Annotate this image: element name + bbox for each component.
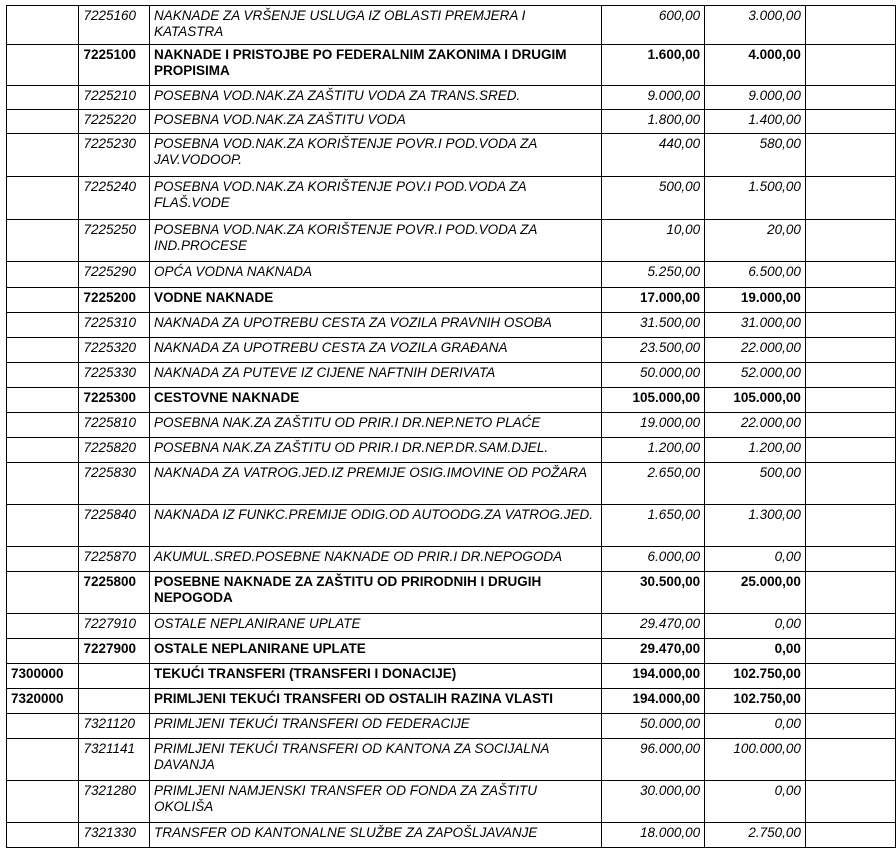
account-code-cell: 7225320 <box>79 338 150 363</box>
amount-1-cell: 23.500,00 <box>602 338 705 363</box>
account-code-cell <box>79 664 150 689</box>
empty-cell <box>805 6 895 45</box>
table-row-total <box>7 689 896 714</box>
account-class-cell <box>7 363 79 388</box>
amount-1-cell: 1.600,00 <box>602 45 705 86</box>
budget-table <box>6 5 896 848</box>
account-code-cell: 7225330 <box>79 363 150 388</box>
table-row <box>7 220 896 262</box>
empty-cell <box>805 572 895 614</box>
amount-2-cell: 1.300,00 <box>705 505 806 547</box>
table-row <box>7 714 896 739</box>
description-cell: OSTALE NEPLANIRANE UPLATE <box>150 639 602 664</box>
description-cell: POSEBNA VOD.NAK.ZA ZAŠTITU VODA ZA TRANS.SRED. <box>150 86 602 110</box>
account-code-cell: 7227900 <box>79 639 150 664</box>
description-cell: POSEBNA NAK.ZA ZAŠTITU OD PRIR.I DR.NEP.NETO PLAĆE <box>150 413 602 438</box>
table-row <box>7 177 896 220</box>
description-cell: PRIMLJENI TEKUĆI TRANSFERI OD KANTONA ZA SOCIJALNA DAVANJA <box>150 739 602 781</box>
amount-2-cell: 4.000,00 <box>705 45 806 86</box>
description-cell: POSEBNE NAKNADE ZA ZAŠTITU OD PRIRODNIH I DRUGIH NEPOGODA <box>150 572 602 614</box>
account-code-cell: 7225210 <box>79 86 150 110</box>
amount-1-cell: 29.470,00 <box>602 639 705 664</box>
empty-cell <box>805 714 895 739</box>
empty-cell <box>805 262 895 288</box>
account-code-cell: 7225230 <box>79 134 150 177</box>
empty-cell <box>805 313 895 338</box>
amount-1-cell: 17.000,00 <box>602 288 705 313</box>
account-code-cell: 7225220 <box>79 110 150 134</box>
account-class-cell <box>7 781 79 823</box>
amount-2-cell: 580,00 <box>705 134 806 177</box>
description-cell: POSEBNA VOD.NAK.ZA ZAŠTITU VODA <box>150 110 602 134</box>
description-cell: NAKNADA IZ FUNKC.PREMIJE ODIG.OD AUTOODG.ZA VATROG.JED. <box>150 505 602 547</box>
amount-2-cell: 6.500,00 <box>705 262 806 288</box>
account-class-cell <box>7 413 79 438</box>
account-class-cell <box>7 86 79 110</box>
account-class-cell <box>7 572 79 614</box>
empty-cell <box>805 110 895 134</box>
amount-2-cell: 0,00 <box>705 714 806 739</box>
table-row-total <box>7 45 896 86</box>
description-cell: CESTOVNE NAKNADE <box>150 388 602 413</box>
table-row-total <box>7 288 896 313</box>
account-class-cell <box>7 438 79 463</box>
table-row-total <box>7 388 896 413</box>
empty-cell <box>805 134 895 177</box>
empty-cell <box>805 614 895 639</box>
table-row <box>7 86 896 110</box>
empty-cell <box>805 639 895 664</box>
empty-cell <box>805 823 895 848</box>
budget-table-body <box>7 6 896 848</box>
description-cell: POSEBNA NAK.ZA ZAŠTITU OD PRIR.I DR.NEP.DR.SAM.DJEL. <box>150 438 602 463</box>
account-code-cell: 7225160 <box>79 6 150 45</box>
account-code-cell: 7225810 <box>79 413 150 438</box>
description-cell: POSEBNA VOD.NAK.ZA KORIŠTENJE POVR.I POD.VODA ZA IND.PROCESE <box>150 220 602 262</box>
empty-cell <box>805 288 895 313</box>
amount-2-cell: 2.750,00 <box>705 823 806 848</box>
amount-1-cell: 30.000,00 <box>602 781 705 823</box>
amount-1-cell: 96.000,00 <box>602 739 705 781</box>
description-cell: NAKNADA ZA VATROG.JED.IZ PREMIJE OSIG.IMOVINE OD POŽARA <box>150 463 602 505</box>
table-row <box>7 823 896 848</box>
account-class-cell: 7320000 <box>7 689 79 714</box>
amount-1-cell: 1.650,00 <box>602 505 705 547</box>
amount-1-cell: 2.650,00 <box>602 463 705 505</box>
account-code-cell: 7225290 <box>79 262 150 288</box>
amount-1-cell: 1.800,00 <box>602 110 705 134</box>
account-code-cell: 7225800 <box>79 572 150 614</box>
amount-1-cell: 194.000,00 <box>602 664 705 689</box>
account-class-cell <box>7 134 79 177</box>
account-code-cell: 7225200 <box>79 288 150 313</box>
account-code-cell: 7321120 <box>79 714 150 739</box>
empty-cell <box>805 664 895 689</box>
description-cell: PRIMLJENI TEKUĆI TRANSFERI OD OSTALIH RAZINA VLASTI <box>150 689 602 714</box>
description-cell: AKUMUL.SRED.POSEBNE NAKNADE OD PRIR.I DR.NEPOGODA <box>150 547 602 572</box>
table-row <box>7 134 896 177</box>
table-row <box>7 463 896 505</box>
account-class-cell <box>7 110 79 134</box>
account-class-cell <box>7 463 79 505</box>
account-class-cell <box>7 823 79 848</box>
amount-2-cell: 0,00 <box>705 639 806 664</box>
account-class-cell <box>7 505 79 547</box>
amount-1-cell: 194.000,00 <box>602 689 705 714</box>
empty-cell <box>805 413 895 438</box>
account-code-cell: 7227910 <box>79 614 150 639</box>
description-cell: PRIMLJENI NAMJENSKI TRANSFER OD FONDA ZA ZAŠTITU OKOLIŠA <box>150 781 602 823</box>
account-code-cell: 7225100 <box>79 45 150 86</box>
description-cell: POSEBNA VOD.NAK.ZA KORIŠTENJE POVR.I POD.VODA ZA JAV.VODOOP. <box>150 134 602 177</box>
description-cell: POSEBNA VOD.NAK.ZA KORIŠTENJE POV.I POD.VODA ZA FLAŠ.VODE <box>150 177 602 220</box>
table-row <box>7 739 896 781</box>
account-class-cell <box>7 313 79 338</box>
account-class-cell <box>7 388 79 413</box>
account-class-cell <box>7 338 79 363</box>
amount-1-cell: 1.200,00 <box>602 438 705 463</box>
table-row <box>7 505 896 547</box>
amount-1-cell: 50.000,00 <box>602 363 705 388</box>
account-code-cell: 7225870 <box>79 547 150 572</box>
account-code-cell: 7225300 <box>79 388 150 413</box>
amount-1-cell: 5.250,00 <box>602 262 705 288</box>
account-class-cell <box>7 714 79 739</box>
account-class-cell <box>7 288 79 313</box>
empty-cell <box>805 438 895 463</box>
empty-cell <box>805 739 895 781</box>
amount-2-cell: 22.000,00 <box>705 413 806 438</box>
amount-2-cell: 1.400,00 <box>705 110 806 134</box>
amount-2-cell: 25.000,00 <box>705 572 806 614</box>
table-row-total <box>7 664 896 689</box>
amount-2-cell: 20,00 <box>705 220 806 262</box>
empty-cell <box>805 220 895 262</box>
amount-2-cell: 0,00 <box>705 781 806 823</box>
account-class-cell <box>7 639 79 664</box>
amount-1-cell: 105.000,00 <box>602 388 705 413</box>
amount-1-cell: 440,00 <box>602 134 705 177</box>
table-row <box>7 547 896 572</box>
empty-cell <box>805 505 895 547</box>
amount-2-cell: 0,00 <box>705 614 806 639</box>
account-class-cell <box>7 547 79 572</box>
account-class-cell <box>7 614 79 639</box>
description-cell: VODNE NAKNADE <box>150 288 602 313</box>
account-class-cell: 7300000 <box>7 664 79 689</box>
description-cell: NAKNADE I PRISTOJBE PO FEDERALNIM ZAKONIMA I DRUGIM PROPISIMA <box>150 45 602 86</box>
empty-cell <box>805 547 895 572</box>
amount-2-cell: 9.000,00 <box>705 86 806 110</box>
account-code-cell: 7225310 <box>79 313 150 338</box>
table-row <box>7 781 896 823</box>
amount-1-cell: 31.500,00 <box>602 313 705 338</box>
amount-2-cell: 102.750,00 <box>705 689 806 714</box>
description-cell: TEKUĆI TRANSFERI (TRANSFERI I DONACIJE) <box>150 664 602 689</box>
account-code-cell: 7225250 <box>79 220 150 262</box>
account-code-cell: 7321330 <box>79 823 150 848</box>
amount-1-cell: 9.000,00 <box>602 86 705 110</box>
amount-2-cell: 3.000,00 <box>705 6 806 45</box>
amount-2-cell: 1.200,00 <box>705 438 806 463</box>
table-row <box>7 262 896 288</box>
table-row <box>7 413 896 438</box>
empty-cell <box>805 781 895 823</box>
empty-cell <box>805 177 895 220</box>
amount-2-cell: 52.000,00 <box>705 363 806 388</box>
amount-2-cell: 100.000,00 <box>705 739 806 781</box>
amount-2-cell: 102.750,00 <box>705 664 806 689</box>
table-row <box>7 614 896 639</box>
amount-1-cell: 19.000,00 <box>602 413 705 438</box>
account-code-cell: 7225820 <box>79 438 150 463</box>
amount-1-cell: 6.000,00 <box>602 547 705 572</box>
account-code-cell <box>79 689 150 714</box>
amount-1-cell: 29.470,00 <box>602 614 705 639</box>
table-row-total <box>7 639 896 664</box>
empty-cell <box>805 363 895 388</box>
description-cell: NAKNADA ZA UPOTREBU CESTA ZA VOZILA GRAĐANA <box>150 338 602 363</box>
table-row <box>7 338 896 363</box>
table-row-total <box>7 572 896 614</box>
amount-1-cell: 50.000,00 <box>602 714 705 739</box>
account-code-cell: 7321141 <box>79 739 150 781</box>
account-class-cell <box>7 739 79 781</box>
amount-1-cell: 600,00 <box>602 6 705 45</box>
account-code-cell: 7225240 <box>79 177 150 220</box>
account-class-cell <box>7 177 79 220</box>
amount-2-cell: 22.000,00 <box>705 338 806 363</box>
description-cell: NAKNADA ZA UPOTREBU CESTA ZA VOZILA PRAVNIH OSOBA <box>150 313 602 338</box>
amount-1-cell: 500,00 <box>602 177 705 220</box>
description-cell: PRIMLJENI TEKUĆI TRANSFERI OD FEDERACIJE <box>150 714 602 739</box>
account-code-cell: 7321280 <box>79 781 150 823</box>
description-cell: TRANSFER OD KANTONALNE SLUŽBE ZA ZAPOŠLJAVANJE <box>150 823 602 848</box>
table-row <box>7 6 896 45</box>
amount-1-cell: 10,00 <box>602 220 705 262</box>
empty-cell <box>805 45 895 86</box>
amount-2-cell: 0,00 <box>705 547 806 572</box>
account-class-cell <box>7 6 79 45</box>
account-code-cell: 7225840 <box>79 505 150 547</box>
table-row <box>7 313 896 338</box>
account-class-cell <box>7 262 79 288</box>
empty-cell <box>805 463 895 505</box>
amount-1-cell: 30.500,00 <box>602 572 705 614</box>
amount-1-cell: 18.000,00 <box>602 823 705 848</box>
table-row <box>7 363 896 388</box>
description-cell: OPĆA VODNA NAKNADA <box>150 262 602 288</box>
amount-2-cell: 31.000,00 <box>705 313 806 338</box>
empty-cell <box>805 689 895 714</box>
amount-2-cell: 500,00 <box>705 463 806 505</box>
amount-2-cell: 19.000,00 <box>705 288 806 313</box>
account-code-cell: 7225830 <box>79 463 150 505</box>
table-row <box>7 110 896 134</box>
amount-2-cell: 105.000,00 <box>705 388 806 413</box>
empty-cell <box>805 86 895 110</box>
description-cell: OSTALE NEPLANIRANE UPLATE <box>150 614 602 639</box>
table-row <box>7 438 896 463</box>
amount-2-cell: 1.500,00 <box>705 177 806 220</box>
empty-cell <box>805 338 895 363</box>
description-cell: NAKNADE ZA VRŠENJE USLUGA IZ OBLASTI PREMJERA I KATASTRA <box>150 6 602 45</box>
account-class-cell <box>7 220 79 262</box>
description-cell: NAKNADA ZA PUTEVE IZ CIJENE NAFTNIH DERIVATA <box>150 363 602 388</box>
account-class-cell <box>7 45 79 86</box>
empty-cell <box>805 388 895 413</box>
